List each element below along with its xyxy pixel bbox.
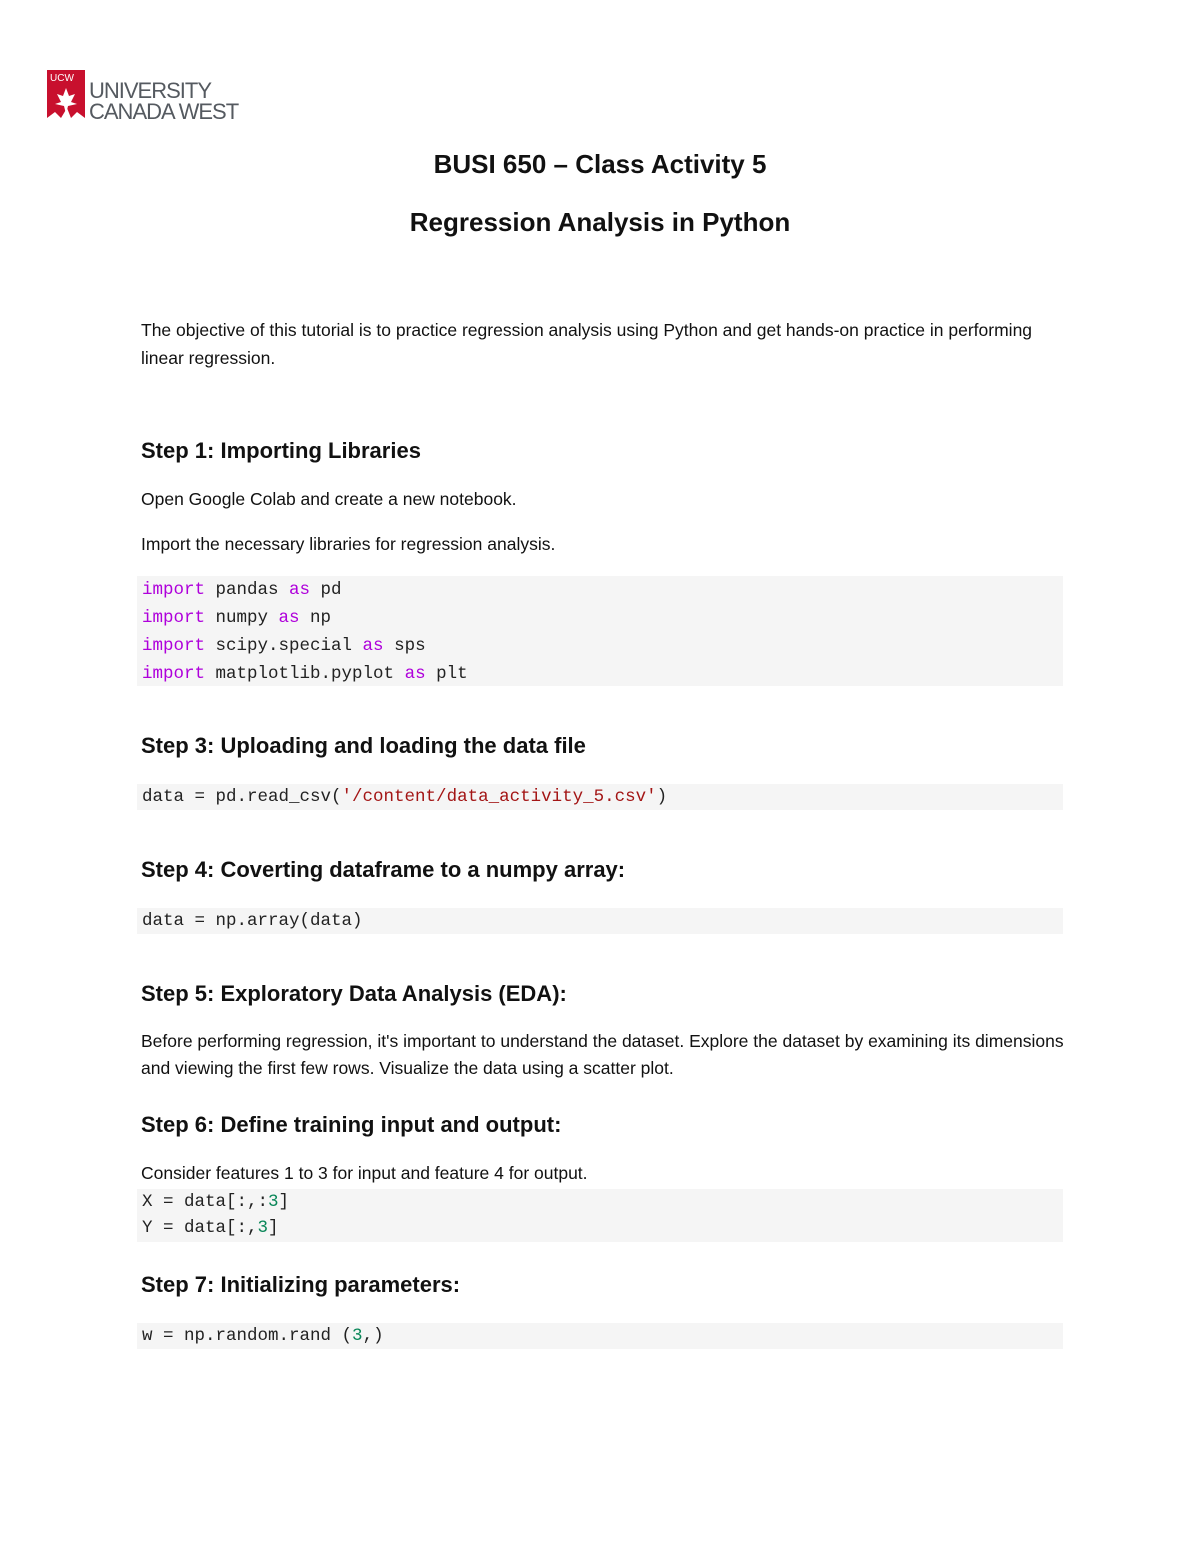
step7-code-block: [137, 1323, 1063, 1349]
step3-heading: Step 3: Uploading and loading the data file: [141, 733, 586, 758]
logo-line-university: UNIVERSITY: [89, 78, 212, 103]
intro-paragraph: The objective of this tutorial is to practice regression analysis using Python and get hands-on practice in performing linear regression.: [141, 320, 1033, 368]
step1-paragraph-import: Import the necessary libraries for regression analysis.: [141, 534, 556, 554]
logo-badge-text: UCW: [50, 73, 74, 84]
university-logo: [47, 70, 252, 122]
step6-heading: Step 6: Define training input and output:: [141, 1112, 562, 1137]
code-line: import matplotlib.pyplot as plt: [142, 664, 468, 684]
step4-heading: Step 4: Coverting dataframe to a numpy array:: [141, 857, 626, 882]
step6-paragraph: Consider features 1 to 3 for input and feature 4 for output.: [141, 1163, 588, 1183]
code-line: data = np.array(data): [142, 911, 363, 931]
code-line: data = pd.read_csv('/content/data_activity_5.csv'): [142, 787, 668, 807]
step6-code-block: [137, 1189, 1063, 1242]
logo-wordmark: [89, 80, 238, 122]
step7-heading: Step 7: Initializing parameters:: [141, 1272, 461, 1297]
code-line: import pandas as pd: [142, 580, 342, 600]
logo-line-canada-west: CANADA WEST: [89, 99, 239, 124]
document-title: BUSI 650 – Class Activity 5: [433, 149, 767, 179]
step1-heading: Step 1: Importing Libraries: [141, 438, 421, 463]
code-line: import numpy as np: [142, 608, 332, 628]
code-line: X = data[:,:3]: [142, 1192, 290, 1212]
step1-code-block: [137, 576, 1063, 686]
step1-paragraph-open-colab: Open Google Colab and create a new notebook.: [141, 489, 517, 509]
code-line: w = np.random.rand (3,): [142, 1326, 384, 1346]
step5-heading: Step 5: Exploratory Data Analysis (EDA):: [141, 981, 567, 1006]
step5-paragraph: Before performing regression, it's important to understand the dataset. Explore the dataset by examining its dimensions and viewing the first few rows. Visualize the data using a scatter plot.: [141, 1031, 1064, 1078]
step4-code-block: [137, 908, 1063, 934]
document-subtitle: Regression Analysis in Python: [409, 207, 791, 237]
step3-code-block: [137, 784, 1063, 810]
code-line: Y = data[:,3]: [142, 1218, 279, 1238]
code-line: import scipy.special as sps: [142, 636, 426, 656]
maple-leaf-logo-icon: [47, 70, 87, 120]
